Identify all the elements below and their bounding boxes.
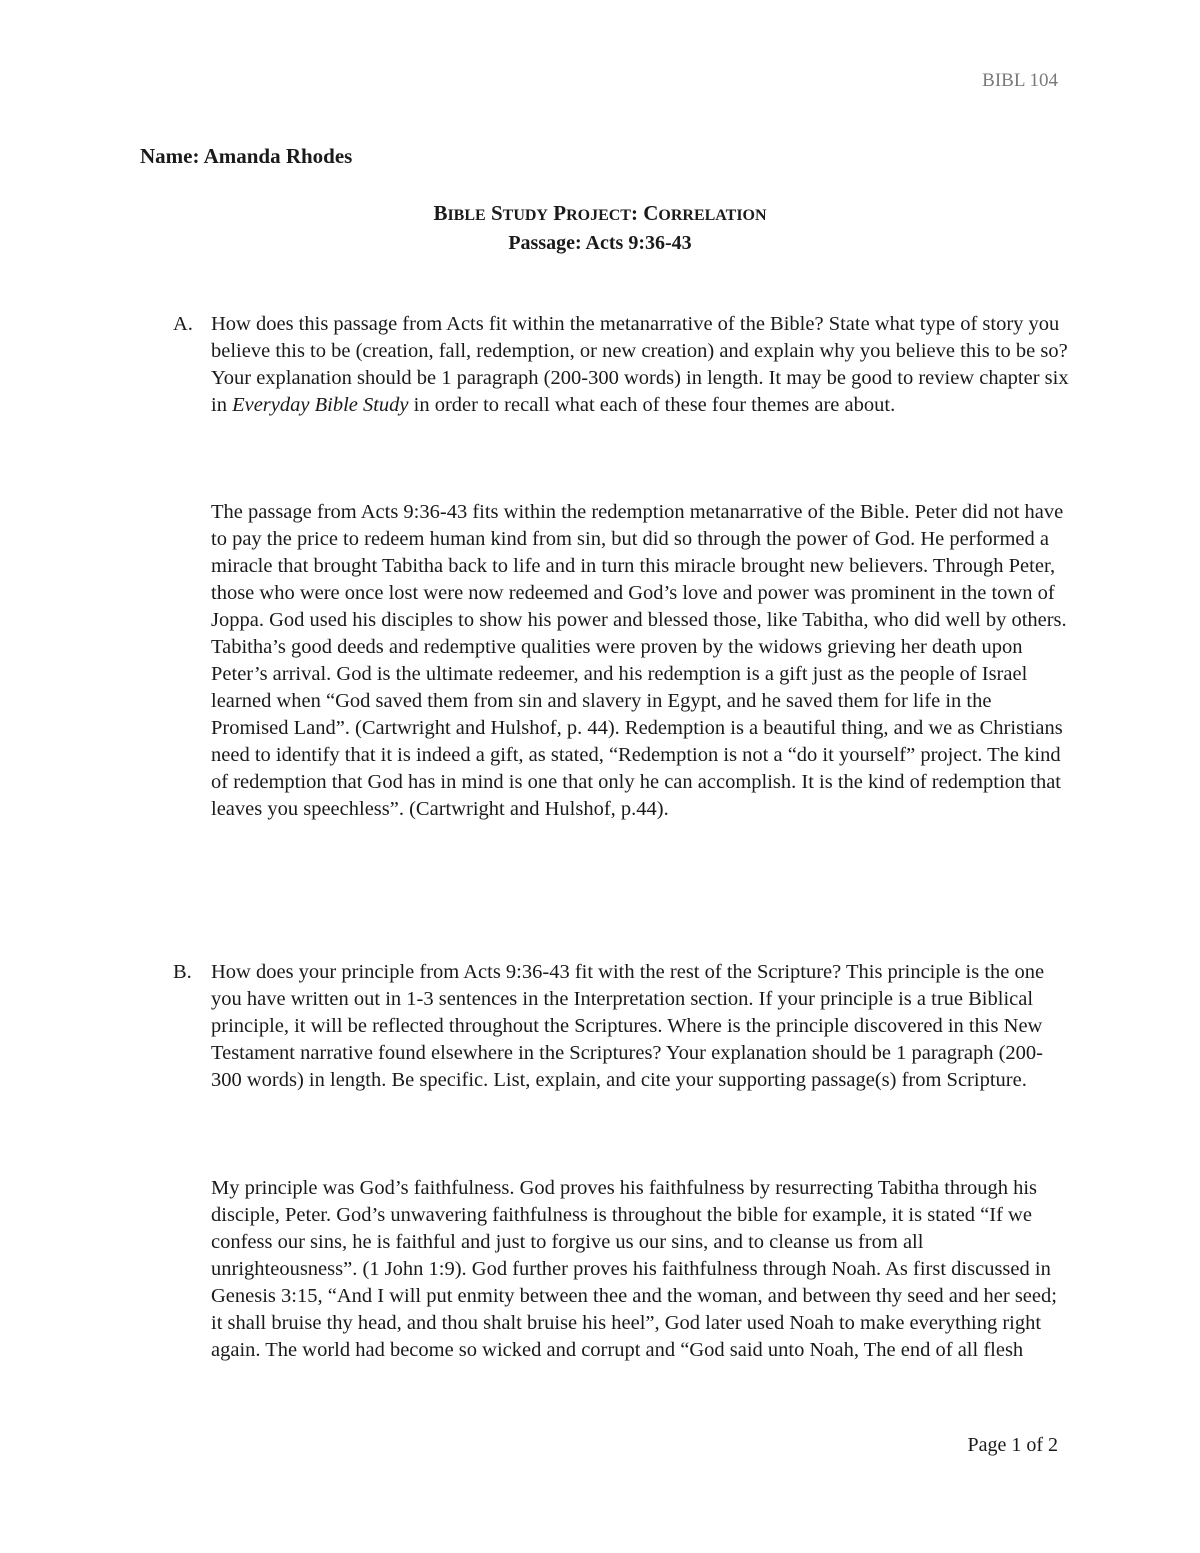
answer-b: My principle was God’s faithfulness. God proves his faithfulness by resurrecting Tabitha through his disciple, Peter. God’s unwavering faithfulness is throughout the bible for example, it is stated “If we confess our sins, he is faithful and just to forgive us our sins, and to cleanse us from all unrighteousness”. (1 John 1:9). God further proves his faithfulness through Noah. As first discussed in Genesis 3:15, “And I will put enmity between thee and the woman, and between thy seed and her seed; it shall bruise thy head, and thou shalt bruise his heel”, God later used Noah to make everything right again. The world had become so wicked and corrupt and “God said unto Noah, The end of all flesh	[211, 1177, 1057, 1361]
question-b	[173, 959, 1073, 1094]
title-rest-orrelation: ORRELATION	[658, 207, 767, 224]
title-rest-tudy: TUDY	[502, 207, 548, 224]
title-initial-p: P	[553, 201, 567, 225]
question-a-marker: A.	[173, 313, 193, 335]
question-b-text: How does your principle from Acts 9:36-43 fit with the rest of the Scripture? This principle is the one you have written out in 1-3 sentences in the Interpretation section. If your principle is a true Biblical principle, it will be reflected throughout the Scriptures. Where is the principle discovered in this New Testament narrative found elsewhere in the Scriptures? Your explanation should be 1 paragraph (200-300 words) in length. Be specific. List, explain, and cite your supporting passage(s) from Scripture.	[211, 961, 1045, 1091]
title-rest-roject: ROJECT	[566, 207, 631, 224]
book-title-italic: Everyday Bible Study	[232, 394, 409, 416]
title-initial-c: C	[643, 201, 659, 225]
course-code: BIBL 104	[982, 70, 1058, 91]
question-a-text	[211, 311, 1073, 419]
passage-reference: Passage: Acts 9:36-43	[508, 232, 692, 254]
question-b-marker: B.	[173, 961, 192, 983]
question-a-text-part2: in order to recall what each of these four themes are about.	[408, 394, 896, 416]
document-title	[0, 199, 1200, 230]
question-a	[173, 311, 1073, 419]
title-block	[0, 199, 1200, 256]
title-colon: :	[630, 201, 638, 225]
title-initial-s: S	[490, 201, 503, 225]
question-a-text-part1: How does this passage from Acts fit within the metanarrative of the Bible? State what type of story you believe this to be (creation, fall, redemption, or new creation) and explain why you believe this to be so? Your explanation should be 1 paragraph (200-300 words) in length. It may be good to review chapter six in	[211, 313, 1069, 416]
title-initial-b: B	[433, 201, 448, 225]
title-rest-ible: IBLE	[447, 207, 486, 224]
answer-a: The passage from Acts 9:36-43 fits within the redemption metanarrative of the Bible. Peter did not have to pay the price to redeem human kind from sin, but did so through the power of God. He performed a miracle that brought Tabitha back to life and in turn this miracle brought new believers. Through Peter, those who were once lost were now redeemed and God’s love and power was prominent in the town of Joppa. God used his disciples to show his power and blessed those, like Tabitha, who did well by others. Tabitha’s good deeds and redemptive qualities were proven by the widows grieving her death upon Peter’s arrival. God is the ultimate redeemer, and his redemption is a gift just as the people of Israel learned when “God saved them from sin and slavery in Egypt, and he saved them for life in the Promised Land”. (Cartwright and Hulshof, p. 44). Redemption is a beautiful thing, and we as Christians need to identify that it is indeed a gift, as stated, “Redemption is not a “do it yourself” project. The kind of redemption that God has in mind is one that only he can accomplish. It is the kind of redemption that leaves you speechless”. (Cartwright and Hulshof, p.44).	[211, 501, 1067, 820]
page-number: Page 1 of 2	[967, 1434, 1058, 1456]
student-name: Name: Amanda Rhodes	[140, 144, 353, 168]
